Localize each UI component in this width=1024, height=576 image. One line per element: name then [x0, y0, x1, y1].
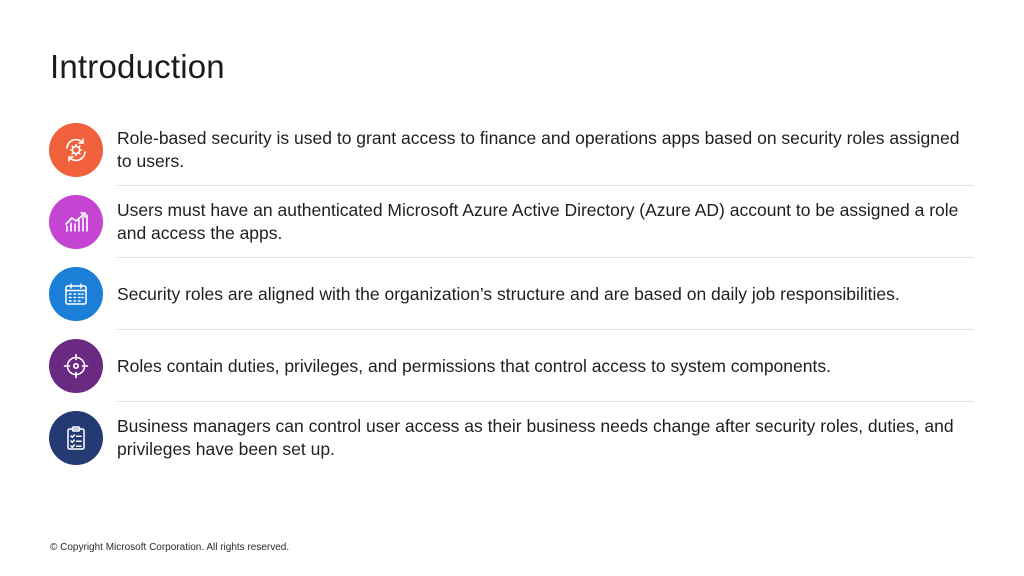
list-item [49, 186, 974, 258]
slide-title: Introduction [50, 48, 225, 85]
list-item [49, 330, 974, 402]
list-item [49, 402, 974, 474]
list-item [49, 114, 974, 186]
chart-growth-icon [49, 195, 103, 249]
bullet-list [49, 114, 974, 474]
list-item [49, 258, 974, 330]
item-text: Business managers can control user access as their business needs change after security roles, duties, and privileges have been set up. [117, 416, 954, 459]
calendar-icon [49, 267, 103, 321]
item-text: Roles contain duties, privileges, and permissions that control access to system components. [117, 355, 831, 376]
item-text: Security roles are aligned with the organization’s structure and are based on daily job responsibilities. [117, 283, 900, 304]
checklist-icon [49, 411, 103, 465]
copyright-footer: © Copyright Microsoft Corporation. All rights reserved. [50, 542, 290, 553]
item-text: Role-based security is used to grant access to finance and operations apps based on security roles assigned to users. [117, 128, 960, 171]
item-text: Users must have an authenticated Microsoft Azure Active Directory (Azure AD) account to be assigned a role and access the apps. [117, 200, 959, 243]
gear-sync-icon [49, 123, 103, 177]
target-icon [49, 339, 103, 393]
